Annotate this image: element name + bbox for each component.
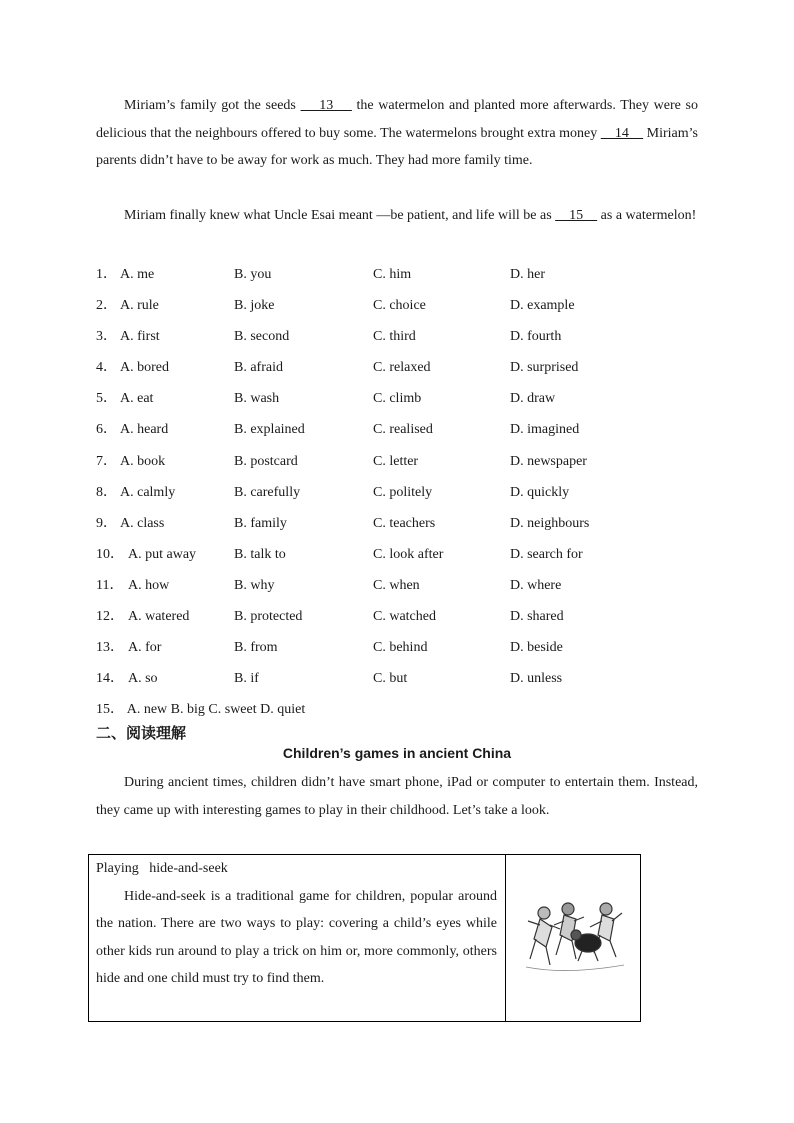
question-number: 8．	[96, 484, 117, 500]
option-d: D. neighbours	[510, 515, 590, 531]
option-c: C. look after	[373, 546, 444, 562]
option-b: B. second	[234, 329, 290, 345]
option-row	[96, 570, 716, 601]
option-c: C. teachers	[373, 515, 436, 531]
option-row	[96, 694, 716, 725]
options-list	[96, 259, 716, 725]
question-number: 9．	[96, 515, 117, 531]
option-b: B. wash	[234, 391, 280, 407]
option-row	[96, 539, 716, 570]
option-a: A. class	[120, 515, 165, 531]
option-a: A. rule	[120, 298, 159, 314]
option-d: D. newspaper	[510, 453, 587, 469]
option-b: B. protected	[234, 609, 303, 625]
option-row	[96, 383, 716, 414]
children-playing-illustration	[506, 855, 640, 1021]
question-number: 7．	[96, 453, 117, 469]
option-row	[96, 446, 716, 477]
option-row	[96, 601, 716, 632]
section-heading: 二、阅读理解	[96, 724, 187, 742]
option-b: B. postcard	[234, 453, 298, 469]
option-c: C. politely	[373, 484, 433, 500]
option-d: D. quickly	[510, 484, 570, 500]
blank-14: 14	[600, 125, 644, 141]
question-number: 3．	[96, 329, 117, 345]
option-row	[96, 352, 716, 383]
passage-text: as a watermelon!	[597, 208, 697, 223]
option-c: C. watched	[373, 609, 436, 625]
option-row	[96, 259, 716, 290]
blank-13: 13	[300, 98, 352, 113]
option-d: D. search for	[510, 546, 583, 562]
option-a: A. first	[120, 329, 160, 345]
option-b: B. afraid	[234, 360, 283, 376]
option-a: A. put away	[128, 546, 197, 562]
question-number: 11．	[96, 577, 124, 593]
table-heading: Playing hide-and-seek	[96, 861, 228, 876]
passage-text: Miriam finally knew what Uncle Esai meant —be patient, and life will be as	[124, 208, 556, 223]
reading-intro: During ancient times, children didn’t have smart phone, iPad or computer to entertain them. Instead, they came up with interesting games to play in their childhood. Let’s take a look.	[96, 775, 698, 818]
option-d: D. imagined	[510, 422, 580, 438]
option-c: C. behind	[373, 640, 428, 656]
option-d: D. shared	[510, 609, 564, 625]
option-d: D. quiet	[260, 702, 306, 718]
option-row	[96, 663, 716, 694]
option-c: C. realised	[373, 422, 433, 438]
option-row	[96, 414, 716, 445]
option-c: C. relaxed	[373, 360, 431, 376]
option-c: C. him	[373, 267, 412, 282]
passage-paragraph-1	[96, 92, 698, 175]
option-a: A. bored	[120, 360, 169, 376]
option-d: D. where	[510, 577, 562, 593]
option-d: D. beside	[510, 640, 563, 656]
question-number: 2．	[96, 298, 117, 314]
option-b: B. joke	[234, 298, 275, 314]
option-c: C. when	[373, 577, 420, 593]
question-number: 6．	[96, 422, 117, 438]
question-number: 12．	[96, 609, 124, 625]
reading-title: Children’s games in ancient China	[282, 745, 512, 761]
question-number: 14．	[96, 671, 124, 687]
table-text-cell	[96, 855, 497, 993]
option-d: D. draw	[510, 391, 556, 407]
passage-paragraph-2	[96, 202, 698, 230]
option-c: C. third	[373, 329, 416, 345]
passage-text: Miriam’s family got the seeds	[124, 98, 301, 113]
option-c: C. climb	[373, 391, 422, 407]
question-number: 13．	[96, 640, 124, 656]
option-a: A. heard	[120, 422, 169, 438]
option-a: A. new	[126, 702, 168, 718]
option-row	[96, 477, 716, 508]
option-b: B. carefully	[234, 484, 301, 500]
question-number: 4．	[96, 360, 117, 376]
option-a: A. so	[128, 671, 158, 687]
option-b: B. explained	[234, 422, 305, 438]
table-body: Hide-and-seek is a traditional game for children, popular around the nation. There are two ways to play: covering a child’s eyes while other kids run around to play a trick on him or, more commonly, others hide and one child must try to find them.	[96, 888, 497, 986]
option-row	[96, 290, 716, 321]
option-a: A. book	[120, 453, 166, 469]
option-b: B. from	[234, 640, 278, 656]
option-b: B. family	[234, 515, 287, 531]
option-c: C. letter	[373, 453, 419, 469]
option-b: B. why	[234, 577, 275, 593]
option-b: B. talk to	[234, 546, 286, 562]
option-a: A. calmly	[120, 484, 176, 500]
passage-text: the watermelon and planted more afterwards. They were so delicious that the neighbours offered to buy some. The watermelons brought extra money	[96, 98, 698, 141]
option-d: D. example	[510, 298, 575, 314]
question-number: 5．	[96, 391, 117, 407]
option-b: B. big	[170, 702, 205, 718]
option-d: D. surprised	[510, 360, 579, 376]
option-row	[96, 508, 716, 539]
option-row	[96, 321, 716, 352]
blank-15: 15	[555, 208, 598, 223]
option-c: C. choice	[373, 298, 426, 314]
option-b: B. you	[234, 267, 272, 282]
option-c: C. but	[373, 671, 408, 687]
option-a: A. watered	[128, 609, 190, 625]
option-b: B. if	[234, 671, 259, 687]
option-d: D. unless	[510, 671, 563, 687]
option-a: A. eat	[120, 391, 154, 407]
option-a: A. me	[120, 267, 155, 282]
option-d: D. her	[510, 267, 545, 282]
option-a: A. for	[128, 640, 162, 656]
question-number: 1．	[96, 267, 117, 282]
option-d: D. fourth	[510, 329, 562, 345]
table-image-cell	[506, 855, 640, 1021]
question-number: 15．	[96, 702, 124, 718]
question-number: 10．	[96, 546, 124, 562]
option-a: A. how	[128, 577, 170, 593]
games-table	[88, 854, 641, 1022]
passage-text: Miriam’s parents didn’t have to be away for work as much. They had more family time.	[96, 125, 699, 168]
option-c: C. sweet	[208, 702, 257, 718]
option-row	[96, 632, 716, 663]
